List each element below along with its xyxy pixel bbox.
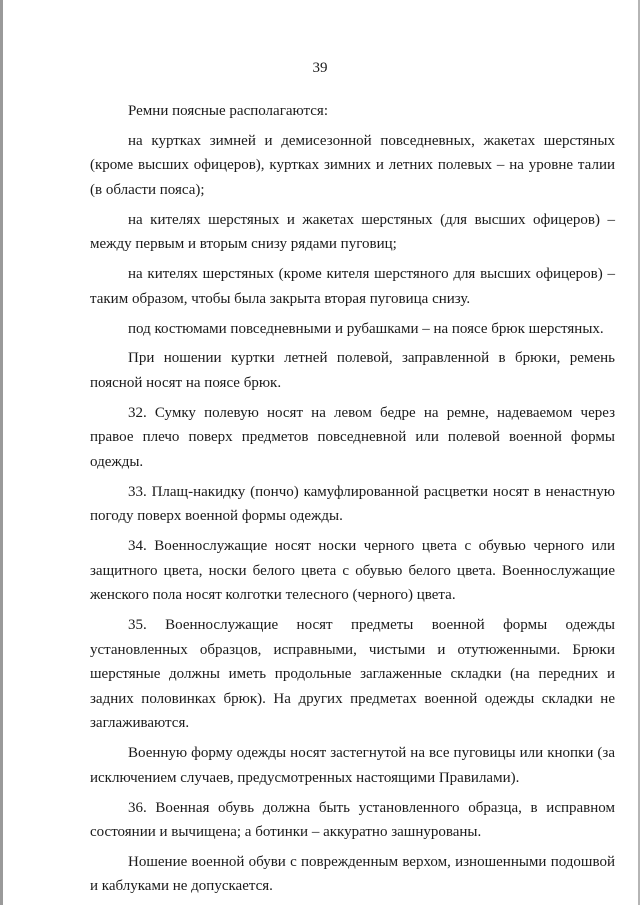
- paragraph-belts-jackets: на куртках зимней и демисезонной повседневных, жакетах шерстяных (кроме высших офицеров), куртках зимних и летних полевых – на уровне талии (в области пояса);: [90, 132, 615, 198]
- document-body: [90, 99, 615, 904]
- paragraph-35-buttons: Военную форму одежды носят застегнутой на все пуговицы или кнопки (за исключением случаев, предусмотренных настоящими Правилами).: [90, 745, 615, 786]
- paragraph-belts-senior-tunics: на кителях шерстяных и жакетах шерстяных (для высших офицеров) – между первым и вторым снизу рядами пуговиц;: [90, 211, 615, 253]
- paragraph-belts-suits: под костюмами повседневными и рубашками – на поясе брюк шерстяных.: [128, 320, 604, 337]
- page-number: 39: [312, 60, 328, 76]
- paragraph-32-field-bag: 32. Сумку полевую носят на левом бедре на ремне, надеваемом через правое плечо поверх предметов повседневной или полевой военной формы одежды.: [90, 404, 615, 470]
- paragraph-belts-intro: Ремни поясные располагаются:: [128, 103, 328, 119]
- paragraph-belts-tunics: на кителях шерстяных (кроме кителя шерстяного для высших офицеров) – таким образом, чтобы была закрыта вторая пуговица снизу.: [90, 266, 615, 307]
- paragraph-34-socks: 34. Военнослужащие носят носки черного цвета с обувью черного или защитного цвета, носки белого цвета с обувью белого цвета. Военнослужащие женского пола носят колготки телесного (черного) цвета.: [90, 538, 615, 604]
- paragraph-36-footwear: 36. Военная обувь должна быть установленного образца, в исправном состоянии и вычищена; а ботинки – аккуратно зашнурованы.: [90, 799, 615, 841]
- paragraph-36-damaged-footwear: Ношение военной обуви с поврежденным верхом, изношенными подошвой и каблуками не допускается.: [90, 853, 615, 895]
- scan-edge-left: [0, 0, 3, 905]
- paragraph-belts-summer-field: При ношении куртки летней полевой, заправленной в брюки, ремень поясной носят на поясе брюк.: [90, 350, 615, 391]
- paragraph-33-poncho: 33. Плащ-накидку (пончо) камуфлированной расцветки носят в ненастную погоду поверх военной формы одежды.: [90, 483, 615, 525]
- paragraph-35-uniform-items: 35. Военнослужащие носят предметы военной формы одежды установленных образцов, исправными, чистыми и отутюженными. Брюки шерстяные должны иметь продольные заглаженные складки (на передних и задних половинках брюк). На других предметах военной одежды складки не заглаживаются.: [90, 616, 615, 732]
